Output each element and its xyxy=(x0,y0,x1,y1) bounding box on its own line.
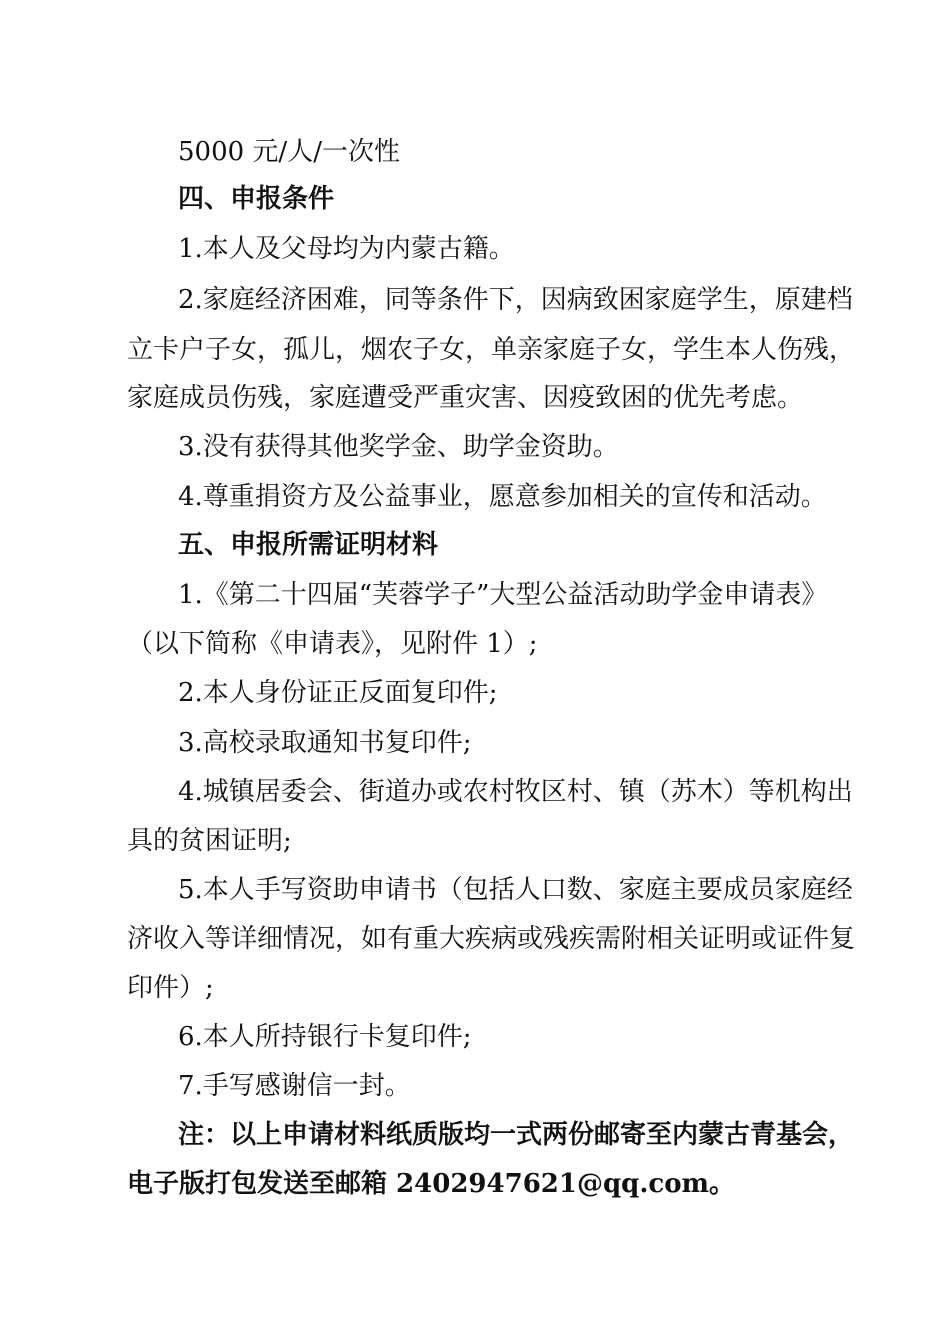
section-heading-conditions: 四、申报条件 xyxy=(178,184,335,214)
material-1-line-2: （以下简称《申请表》，见附件 1）; xyxy=(127,629,538,659)
condition-2-line-2: 立卡户子女，孤儿，烟农子女，单亲家庭子女，学生本人伤残， xyxy=(127,335,856,365)
condition-2-line-1: 2.家庭经济困难，同等条件下，因病致困家庭学生，原建档 xyxy=(178,285,853,315)
condition-3: 3.没有获得其他奖学金、助学金资助。 xyxy=(178,432,619,462)
note-line-2: 电子版打包发送至邮箱 2402947621@qq.com。 xyxy=(127,1169,736,1199)
material-1-line-1: 1.《第二十四届“芙蓉学子”大型公益活动助学金申请表》 xyxy=(178,580,828,610)
note-line-1: 注：以上申请材料纸质版均一式两份邮寄至内蒙古青基会， xyxy=(178,1120,855,1150)
material-4-line-2: 具的贫困证明; xyxy=(127,826,292,856)
section-heading-materials: 五、申报所需证明材料 xyxy=(178,530,439,560)
material-5-line-3: 印件）; xyxy=(127,973,214,1003)
material-5-line-2: 济收入等详细情况，如有重大疾病或残疾需附相关证明或证件复 xyxy=(127,924,856,954)
amount-line: 5000 元/人/一次性 xyxy=(178,137,400,167)
material-4-line-1: 4.城镇居委会、街道办或农村牧区村、镇（苏木）等机构出 xyxy=(178,777,853,807)
material-3: 3.高校录取通知书复印件; xyxy=(178,728,472,758)
condition-2-line-3: 家庭成员伤残，家庭遭受严重灾害、因疫致困的优先考虑。 xyxy=(127,383,804,413)
material-5-line-1: 5.本人手写资助申请书（包括人口数、家庭主要成员家庭经 xyxy=(178,875,853,905)
material-6: 6.本人所持银行卡复印件; xyxy=(178,1022,472,1052)
material-2: 2.本人身份证正反面复印件; xyxy=(178,678,498,708)
material-7: 7.手写感谢信一封。 xyxy=(178,1071,411,1101)
condition-4: 4.尊重捐资方及公益事业，愿意参加相关的宣传和活动。 xyxy=(178,482,827,512)
condition-1: 1.本人及父母均为内蒙古籍。 xyxy=(178,234,515,264)
